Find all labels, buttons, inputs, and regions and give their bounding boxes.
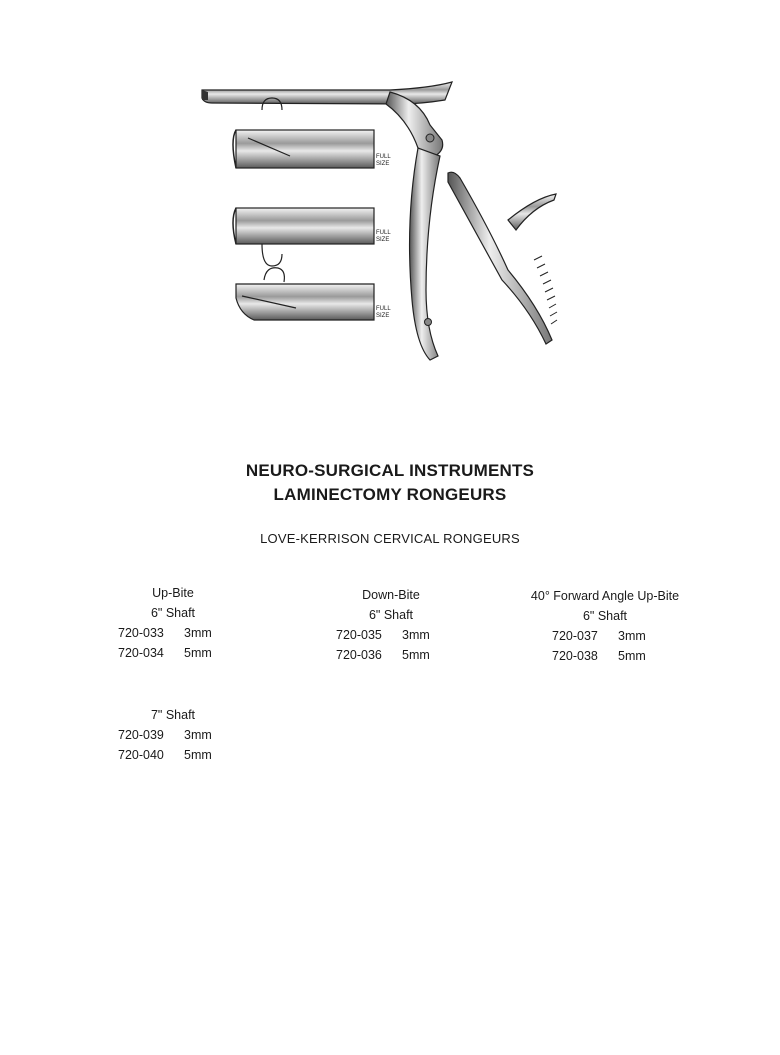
product-row — [336, 648, 446, 662]
tip-detail-up-bite — [233, 98, 391, 168]
label-full: FULL — [376, 154, 391, 160]
product-code: 720-036 — [336, 648, 382, 662]
group-type: Down-Bite — [362, 588, 420, 602]
product-row — [118, 728, 228, 742]
product-code: 720-033 — [118, 626, 164, 640]
page-title-line2: LAMINECTOMY RONGEURS — [273, 485, 507, 504]
product-size: 5mm — [618, 649, 646, 663]
product-code: 720-038 — [552, 649, 598, 663]
group-shaft: 6" Shaft — [368, 608, 414, 622]
tip-detail-angle-up-bite — [236, 268, 391, 320]
product-size: 3mm — [184, 728, 212, 742]
product-size: 3mm — [618, 629, 646, 643]
label-size: SIZE — [376, 313, 390, 319]
group-shaft: 7" Shaft — [150, 708, 196, 722]
page-subtitle: LOVE-KERRISON CERVICAL RONGEURS — [260, 531, 520, 546]
label-size: SIZE — [376, 161, 390, 167]
product-row — [118, 646, 228, 660]
group-shaft: 6" Shaft — [150, 606, 196, 620]
product-group-7in-shaft — [118, 708, 228, 762]
label-full: FULL — [376, 230, 391, 236]
product-code: 720-039 — [118, 728, 164, 742]
product-size: 3mm — [184, 626, 212, 640]
product-row — [118, 626, 228, 640]
product-code: 720-037 — [552, 629, 598, 643]
product-code: 720-040 — [118, 748, 164, 762]
product-size: 5mm — [402, 648, 430, 662]
rongeur-illustration — [190, 70, 570, 370]
product-group-up-bite — [118, 586, 228, 660]
group-type: 40° Forward Angle Up-Bite — [530, 589, 680, 603]
product-size: 5mm — [184, 748, 212, 762]
product-group-forward-angle-up-bite — [520, 589, 690, 663]
group-shaft: 6" Shaft — [582, 609, 628, 623]
product-size: 5mm — [184, 646, 212, 660]
product-code: 720-034 — [118, 646, 164, 660]
product-group-down-bite — [336, 588, 446, 662]
group-type: Up-Bite — [152, 586, 194, 600]
tip-detail-down-bite — [233, 208, 391, 266]
product-code: 720-035 — [336, 628, 382, 642]
label-full: FULL — [376, 306, 391, 312]
product-size: 3mm — [402, 628, 430, 642]
product-row — [520, 649, 690, 663]
page-title-line1: NEURO-SURGICAL INSTRUMENTS — [245, 461, 535, 480]
label-size: SIZE — [376, 237, 390, 243]
product-row — [336, 628, 446, 642]
product-row — [520, 629, 690, 643]
product-row — [118, 748, 228, 762]
